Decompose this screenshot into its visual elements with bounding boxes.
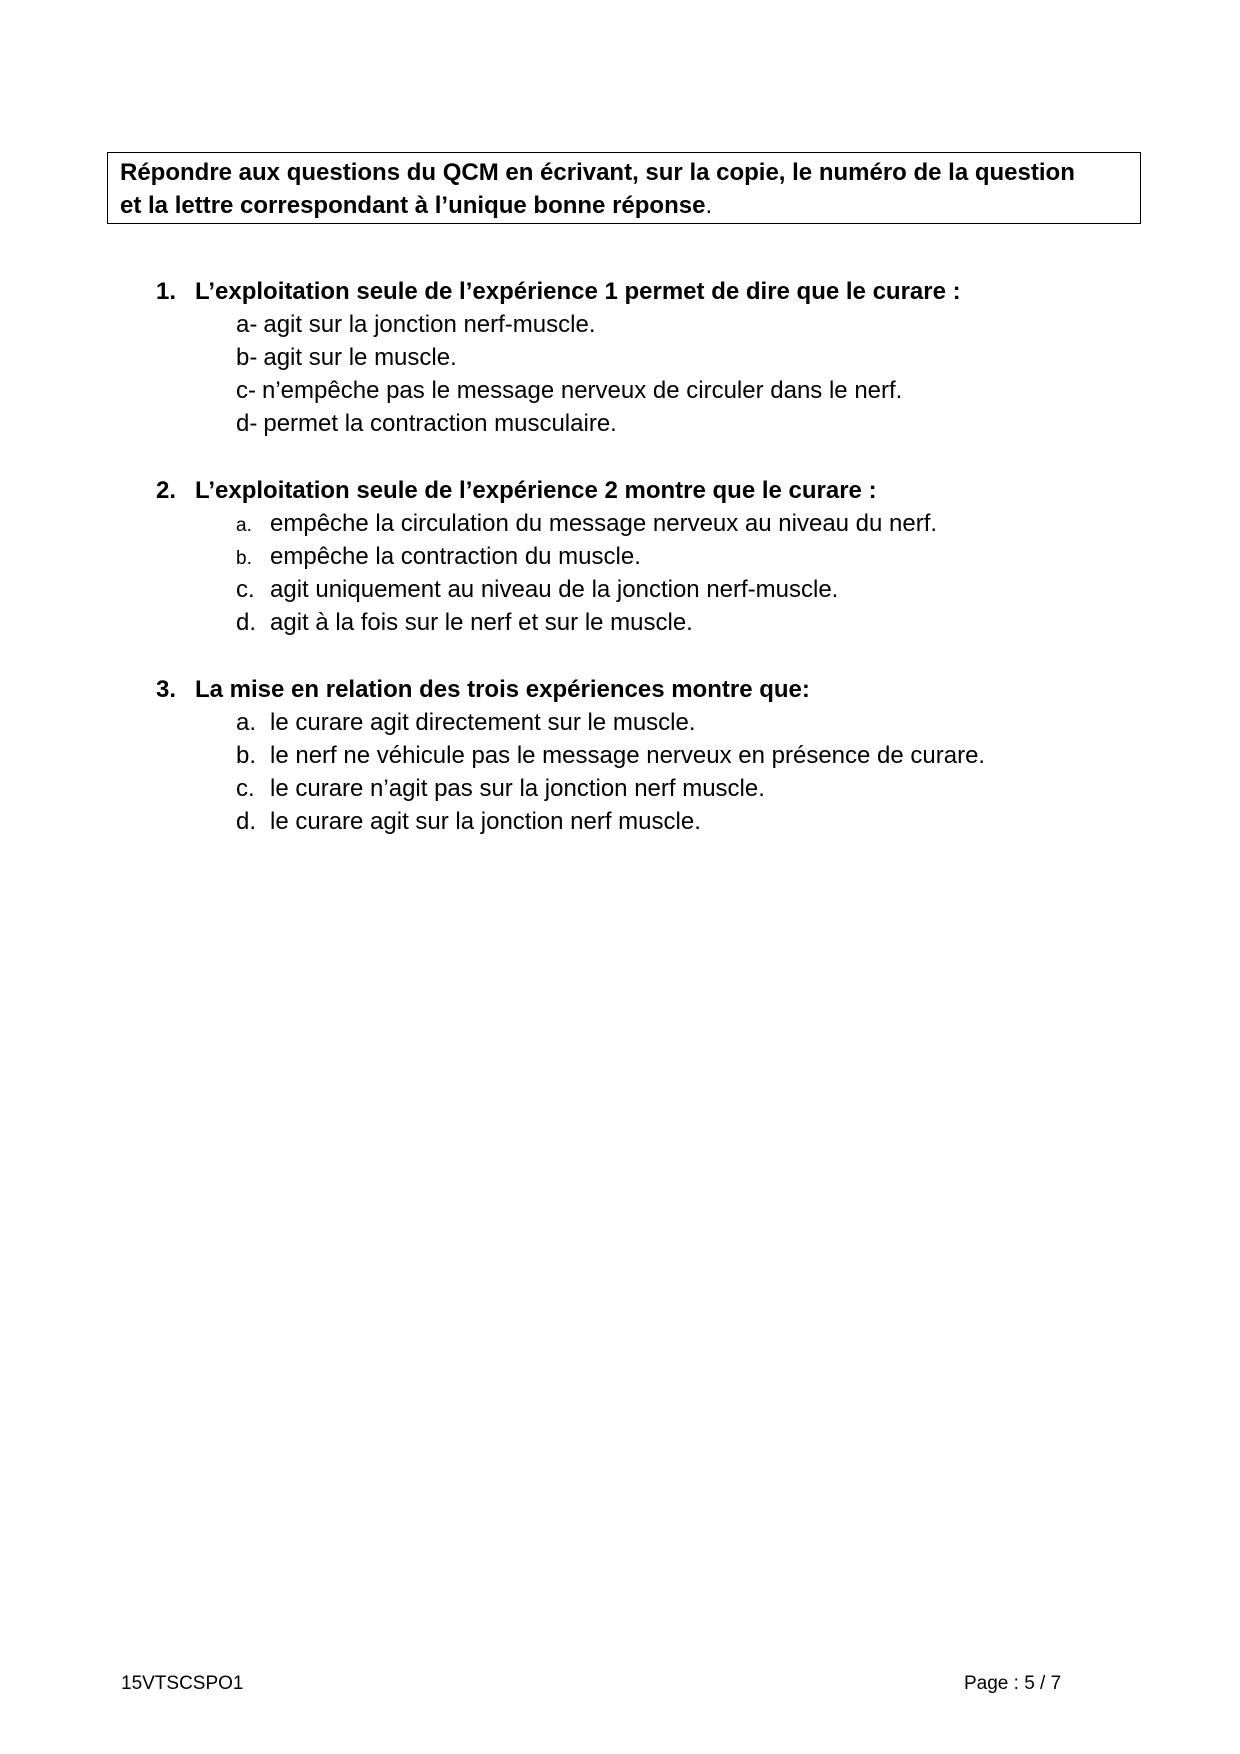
- question-number: 2.: [156, 477, 177, 504]
- option-letter: c-: [236, 377, 256, 404]
- option-letter: a-: [236, 311, 258, 338]
- option-text: le curare agit directement sur le muscle.: [270, 709, 696, 736]
- option-letter: a.: [236, 515, 252, 536]
- answer-option-a: [156, 308, 961, 341]
- question-2: [156, 474, 937, 639]
- question-3: [156, 673, 985, 838]
- option-text: agit sur la jonction nerf-muscle.: [263, 311, 596, 338]
- option-letter: a.: [236, 709, 257, 736]
- option-text: n’empêche pas le message nerveux de circuler dans le nerf.: [262, 377, 903, 404]
- answer-option-d: [156, 805, 985, 838]
- instruction-box: [107, 152, 1141, 224]
- option-text: empêche la contraction du muscle.: [270, 543, 641, 570]
- option-text: le nerf ne véhicule pas le message nerveux en présence de curare.: [270, 742, 986, 769]
- option-text: agit uniquement au niveau de la jonction nerf-muscle.: [270, 576, 839, 603]
- option-letter: d.: [236, 808, 257, 835]
- option-text: empêche la circulation du message nerveux au niveau du nerf.: [270, 510, 938, 537]
- question-number: 1.: [156, 278, 177, 305]
- question-text: L’exploitation seule de l’expérience 1 permet de dire que le curare :: [195, 278, 961, 305]
- question-title: [156, 474, 937, 507]
- option-letter: b.: [236, 742, 257, 769]
- answer-option-b: [156, 739, 985, 772]
- answer-option-a: [156, 507, 937, 540]
- answer-option-b: [156, 341, 961, 374]
- question-title: [156, 275, 961, 308]
- answer-option-c: [156, 573, 937, 606]
- answer-option-c: [156, 772, 985, 805]
- option-letter: c.: [236, 775, 255, 802]
- question-1: [156, 275, 961, 440]
- answer-option-d: [156, 606, 937, 639]
- question-text: L’exploitation seule de l’expérience 2 montre que le curare :: [195, 477, 877, 504]
- page-number: Page : 5 / 7: [964, 1673, 1062, 1694]
- option-text: le curare n’agit pas sur la jonction nerf muscle.: [270, 775, 765, 802]
- question-text: La mise en relation des trois expériences montre que:: [195, 676, 810, 703]
- answer-option-b: [156, 540, 937, 573]
- option-letter: d-: [236, 410, 258, 437]
- question-number: 3.: [156, 676, 177, 703]
- option-text: permet la contraction musculaire.: [263, 410, 617, 437]
- instruction-line-2: et la lettre correspondant à l’unique bonne réponse.: [120, 192, 713, 219]
- option-text: agit sur le muscle.: [263, 344, 457, 371]
- option-letter: d.: [236, 609, 257, 636]
- answer-option-d: [156, 407, 961, 440]
- option-letter: c.: [236, 576, 255, 603]
- option-letter: b-: [236, 344, 258, 371]
- answer-option-a: [156, 706, 985, 739]
- instruction-line-1: Répondre aux questions du QCM en écrivant, sur la copie, le numéro de la question: [120, 159, 1075, 186]
- option-text: le curare agit sur la jonction nerf muscle.: [270, 808, 701, 835]
- question-title: [156, 673, 985, 706]
- answer-option-c: [156, 374, 961, 407]
- document-code: 15VTSCSPO1: [121, 1673, 244, 1694]
- option-text: agit à la fois sur le nerf et sur le muscle.: [270, 609, 693, 636]
- option-letter: b.: [236, 548, 252, 569]
